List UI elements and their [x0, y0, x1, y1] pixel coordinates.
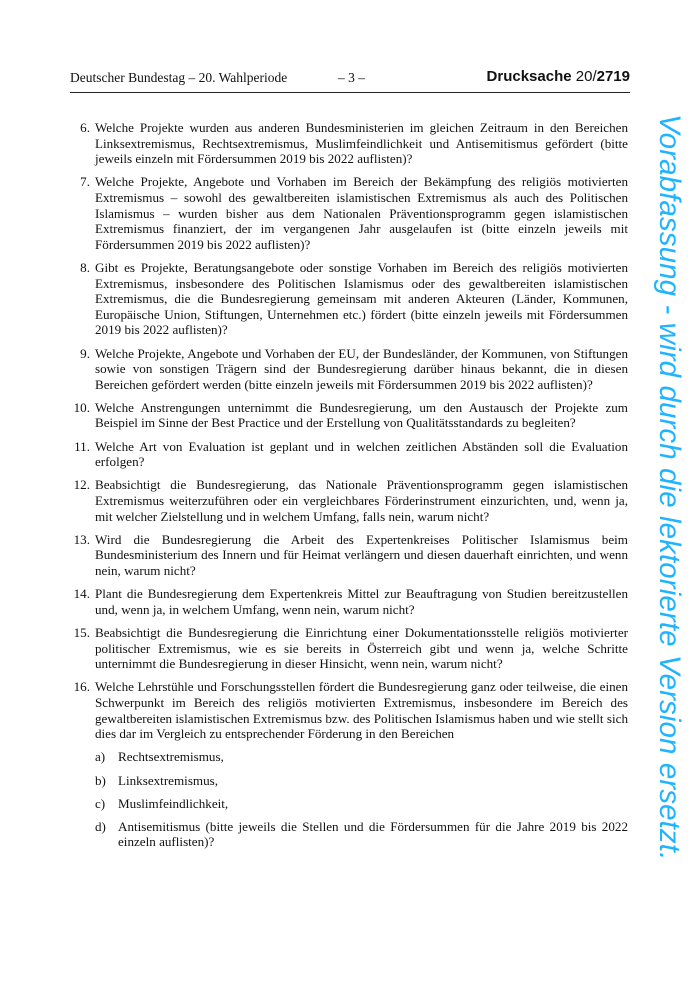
question-text: Welche Art von Evaluation ist geplant und in welchen zeitlichen Abständen soll die Evaluation erfolgen?	[95, 438, 628, 470]
question-text: Welche Projekte, Angebote und Vorhaben im Bereich der Bekämpfung des religiös motivierten Extremismus – sowohl des gewaltbereiten islamistischen Extremismus als auch des Politischen Islamismus – wurden bisher aus dem Nationalen Präventionsprogramm gegen islamistischen Extremismus finanziert, der im vergangenen Jahr ausgelaufen ist (bitte einzeln jeweils mit Fördersummen 2019 bis 2022 auflisten)?	[95, 174, 628, 252]
sub-item-letter: d)	[95, 818, 106, 834]
question-text: Plant die Bundesregierung dem Expertenkreis Mittel zur Beauftragung von Studien bereitzustellen und, wenn ja, in welchem Umfang, wenn nein, warum nicht?	[95, 586, 628, 617]
sub-item-letter: a)	[95, 749, 106, 765]
question-text: Welche Lehrstühle und Forschungsstellen fördert die Bundesregierung ganz oder teilweise, die einen Schwerpunkt im Bereich des religiös motivierten Extremismus, insbesondere im Bereich des gewaltbereiten islamistischen Extremismus bzw. des Politischen Islamismus haben und wie stellt sich dies dar im Vergleich zu entsprechender Förderung in den Bereichen	[95, 679, 628, 742]
question-text: Welche Anstrengungen unternimmt die Bundesregierung, um den Austausch der Projekte zum Beispiel im Sinne der Best Practice und der Erstellung von Qualitätsstandards zu begleiten?	[95, 399, 628, 431]
sub-item-text: Muslimfeindlichkeit,	[118, 795, 229, 811]
question-item	[70, 346, 628, 393]
sub-item-text: Antisemitismus (bitte jeweils die Stellen und die Fördersummen für die Jahre 2019 bis 2022 einzeln auflisten)?	[118, 818, 628, 850]
question-number: 16.	[73, 679, 90, 695]
question-item	[70, 400, 628, 431]
page-number: – 3 –	[338, 70, 365, 85]
question-item	[70, 174, 628, 252]
question-item	[70, 260, 628, 338]
question-list	[70, 120, 628, 858]
header-publisher: Deutscher Bundestag – 20. Wahlperiode	[70, 70, 288, 85]
question-text: Gibt es Projekte, Beratungsangebote oder sonstige Vorhaben im Bereich des religiös motivierten Extremismus, insbesondere des Politischen Islamismus oder des gewaltbereiten islamistischen Extremismus, die die Bundesregierung gemeinsam mit anderen Akteuren (Länder, Kommunen, Europäische Union, Stiftungen, Unternehmen etc.) fördert (bitte einzeln jeweils mit Fördersummen 2019 bis 2022 auflisten)?	[95, 259, 628, 338]
question-text: Welche Projekte, Angebote und Vorhaben der EU, der Bundesländer, der Kommunen, von Stiftungen sowie von sonstigen Trägern sind der Bundesregierung darüber hinaus bekannt, die in diesen Bereichen gefördert werden (bitte einzeln jeweils mit Fördersummen 2019 bis 2022 auflisten)?	[95, 345, 628, 392]
document-number-prefix: 20/	[575, 68, 597, 85]
question-number: 12.	[73, 477, 90, 493]
question-number: 10.	[73, 399, 90, 415]
page-header	[70, 70, 630, 93]
question-text: Wird die Bundesregierung die Arbeit des Expertenkreises Politischer Islamismus beim Bundesministerium des Innern und für Heimat verlängern und diesen dauerhaft einrichten, und wenn nein, warum nicht?	[95, 531, 628, 578]
question-number: 11.	[74, 438, 90, 454]
draft-watermark: Vorabfassung - wird durch die lektorierte Version ersetzt.	[653, 114, 686, 861]
question-item	[70, 477, 628, 524]
question-item	[70, 532, 628, 579]
question-item	[70, 120, 628, 167]
sub-item	[70, 819, 628, 850]
question-text: Welche Projekte wurden aus anderen Bundesministerien im gleichen Zeitraum in den Bereichen Linksextremismus, Rechtsextremismus, Muslimfeindlichkeit und Antisemitismus gefördert (bitte jeweils einzeln mit Fördersummen 2019 bis 2022 auflisten)?	[95, 120, 628, 167]
document-number	[487, 68, 630, 85]
question-item	[70, 439, 628, 470]
sub-item	[70, 796, 628, 812]
document-label: Drucksache	[486, 68, 572, 85]
question-text: Beabsichtigt die Bundesregierung die Einrichtung einer Dokumentationsstelle religiös motivierter politischer Extremismus, wie es sie bereits in Österreich gibt und wenn ja, welche Schritte unternimmt die Bundesregierung in dieser Hinsicht, wenn nein, warum nicht?	[95, 624, 628, 672]
question-number: 6.	[80, 120, 90, 135]
question-number: 13.	[73, 531, 90, 547]
question-text: Beabsichtigt die Bundesregierung, das Nationale Präventionsprogramm gegen islamistischen Extremismus weiterzuführen oder ein vergleichbares Förderinstrument einzurichten, und, wenn ja, mit welcher Zielstellung und in welchem Umfang, falls nein, warum nicht?	[95, 477, 628, 524]
sub-item-letter: c)	[95, 795, 106, 811]
question-number: 9.	[80, 345, 90, 361]
sub-item-text: Rechtsextremismus,	[118, 749, 224, 765]
question-number: 14.	[73, 586, 90, 602]
question-number: 15.	[73, 624, 90, 640]
document-number-bold: 2719	[596, 68, 630, 85]
question-item	[70, 625, 628, 672]
sub-item	[70, 773, 628, 789]
question-number: 8.	[80, 259, 90, 275]
sub-item-letter: b)	[95, 772, 106, 788]
question-item	[70, 586, 628, 617]
sub-item	[70, 749, 628, 765]
sub-item-text: Linksextremismus,	[118, 772, 219, 788]
question-number: 7.	[80, 174, 90, 190]
question-item	[70, 679, 628, 741]
